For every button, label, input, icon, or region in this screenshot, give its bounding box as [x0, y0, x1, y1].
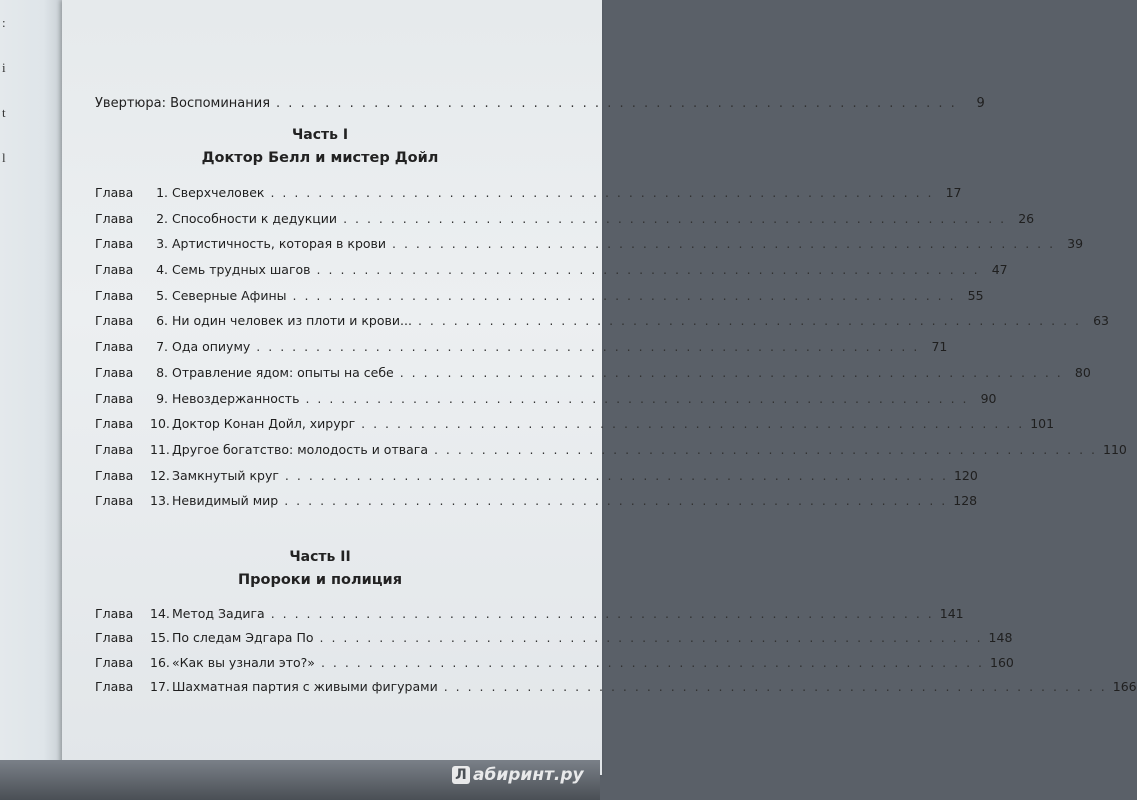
chapter-page-number: 148	[988, 630, 1013, 646]
part-1-label: Часть I	[291, 127, 349, 143]
chapter-entry	[95, 437, 1127, 463]
chapter-prefix: Глава	[95, 630, 134, 646]
chapter-page-number: 160	[990, 654, 1014, 670]
chapter-prefix: Глава	[95, 493, 134, 509]
chapter-title: Ни один человек из плоти и крови...	[172, 313, 412, 329]
chapter-title: Сверхчеловек	[172, 185, 265, 200]
chapter-entry	[95, 602, 964, 627]
chapter-page-number: 128	[953, 493, 978, 509]
leader-dots	[392, 231, 1055, 257]
chapter-entry	[95, 463, 978, 489]
chapter-number: 10.	[150, 416, 170, 432]
chapter-number: 7.	[156, 339, 168, 355]
chapter-entry	[95, 386, 997, 412]
chapter-number: 14.	[150, 605, 170, 621]
leader-dots	[271, 602, 934, 627]
leader-dots	[285, 463, 948, 489]
leader-dots	[256, 334, 919, 360]
chapter-page-number: 39	[1067, 236, 1084, 252]
part-1-chapter-list	[95, 180, 1127, 514]
chapter-title: Другое богатство: молодость и отвага	[172, 441, 428, 457]
chapter-title: Способности к дедукции	[172, 210, 338, 226]
chapter-page-number: 166	[1112, 679, 1137, 695]
chapter-page-number: 63	[1093, 313, 1109, 329]
leader-dots	[361, 411, 1024, 437]
chapter-title: Ода опиуму	[172, 339, 251, 355]
chapter-title: Северные Афины	[172, 287, 287, 303]
chapter-page-number: 55	[967, 287, 984, 303]
chapter-number: 2.	[156, 210, 168, 226]
leader-dots	[444, 675, 1107, 700]
chapter-entry	[95, 206, 1035, 232]
chapter-title: Отравление ядом: опыты на себе	[172, 364, 394, 380]
leader-dots	[418, 308, 1081, 334]
previous-page-edge	[0, 0, 62, 800]
chapter-number: 11.	[150, 441, 170, 457]
chapter-page-number: 17	[945, 185, 962, 200]
chapter-number: 13.	[150, 493, 170, 509]
leader-dots	[293, 283, 956, 309]
chapter-entry	[95, 283, 984, 309]
watermark-logo-icon: Л	[452, 766, 470, 784]
chapter-title: Замкнутый круг	[172, 467, 279, 483]
chapter-page-number: 90	[980, 390, 997, 406]
part-2-chapter-list	[95, 602, 1137, 700]
chapter-title: Метод Задига	[172, 605, 265, 621]
chapter-prefix: Глава	[95, 210, 134, 226]
leader-dots	[400, 360, 1063, 386]
overture-entry	[95, 90, 985, 118]
chapter-entry	[95, 334, 948, 360]
chapter-prefix: Глава	[95, 339, 134, 355]
spine-letter: l	[2, 150, 6, 165]
chapter-page-number: 141	[939, 605, 964, 621]
spine-letter: :	[2, 15, 6, 30]
chapter-page-number: 47	[991, 262, 1008, 278]
chapter-number: 15.	[150, 630, 170, 646]
chapter-title: Семь трудных шагов	[172, 262, 311, 278]
chapter-page-number: 26	[1018, 210, 1035, 226]
chapter-prefix: Глава	[95, 390, 134, 406]
chapter-entry	[95, 651, 1014, 676]
chapter-title: Невоздержанность	[172, 390, 300, 406]
chapter-page-number: 71	[931, 339, 948, 355]
chapter-prefix: Глава	[95, 364, 134, 380]
leader-dots	[343, 206, 1006, 232]
chapter-entry	[95, 257, 1008, 283]
chapter-page-number: 80	[1074, 364, 1091, 380]
leader-dots	[305, 386, 968, 412]
chapter-title: «Как вы узнали это?»	[172, 654, 315, 670]
chapter-number: 17.	[150, 679, 170, 695]
chapter-number: 6.	[156, 313, 168, 329]
overture-title: Увертюра: Воспоминания	[95, 96, 271, 111]
chapter-title: Невидимый мир	[172, 493, 279, 509]
chapter-title: Шахматная партия с живыми фигурами	[172, 679, 438, 695]
leader-dots	[270, 180, 933, 206]
chapter-entry	[95, 488, 978, 514]
chapter-number: 9.	[156, 390, 168, 406]
chapter-prefix: Глава	[95, 654, 134, 670]
chapter-entry	[95, 360, 1091, 386]
leader-dots	[321, 651, 984, 676]
chapter-prefix: Глава	[95, 262, 134, 278]
chapter-prefix: Глава	[95, 185, 134, 200]
chapter-prefix: Глава	[95, 441, 134, 457]
chapter-number: 5.	[156, 287, 168, 303]
chapter-prefix: Глава	[95, 313, 134, 329]
leader-dots	[434, 437, 1097, 463]
overture-page-number: 9	[976, 96, 985, 111]
chapter-prefix: Глава	[95, 679, 134, 695]
chapter-number: 16.	[150, 654, 170, 670]
chapter-title: По следам Эдгара По	[172, 630, 314, 646]
watermark-text: абиринт.ру	[473, 765, 584, 785]
chapter-entry	[95, 180, 962, 206]
chapter-entry	[95, 411, 1055, 437]
chapter-entry	[95, 308, 1109, 334]
chapter-number: 1.	[156, 185, 168, 200]
spine-letter: t	[2, 105, 6, 120]
chapter-prefix: Глава	[95, 416, 134, 432]
part-1-title: Доктор Белл и мистер Дойл	[201, 150, 439, 166]
chapter-prefix: Глава	[95, 236, 134, 252]
chapter-title: Доктор Конан Дойл, хирург	[172, 416, 356, 432]
leader-dots	[320, 626, 983, 651]
chapter-number: 8.	[156, 364, 168, 380]
leader-dots	[317, 257, 980, 283]
leader-dots	[284, 488, 947, 514]
chapter-number: 12.	[150, 467, 170, 483]
part-2-label: Часть II	[289, 548, 351, 565]
table-of-contents	[95, 90, 1137, 700]
chapter-prefix: Глава	[95, 605, 134, 621]
chapter-page-number: 101	[1030, 416, 1055, 432]
chapter-entry	[95, 231, 1084, 257]
chapter-page-number: 110	[1103, 441, 1127, 457]
chapter-prefix: Глава	[95, 467, 134, 483]
chapter-page-number: 120	[953, 467, 978, 483]
chapter-number: 4.	[156, 262, 168, 278]
chapter-entry	[95, 626, 1013, 651]
chapter-number: 3.	[156, 236, 168, 252]
leader-dots	[276, 90, 957, 118]
previous-page-text-fragments	[2, 0, 16, 180]
part-2-title: Пророки и полиция	[237, 571, 403, 588]
chapter-prefix: Глава	[95, 287, 134, 303]
chapter-title: Артистичность, которая в крови	[172, 236, 387, 252]
spine-letter: i	[2, 60, 6, 75]
labirint-watermark	[452, 765, 584, 785]
chapter-entry	[95, 675, 1137, 700]
